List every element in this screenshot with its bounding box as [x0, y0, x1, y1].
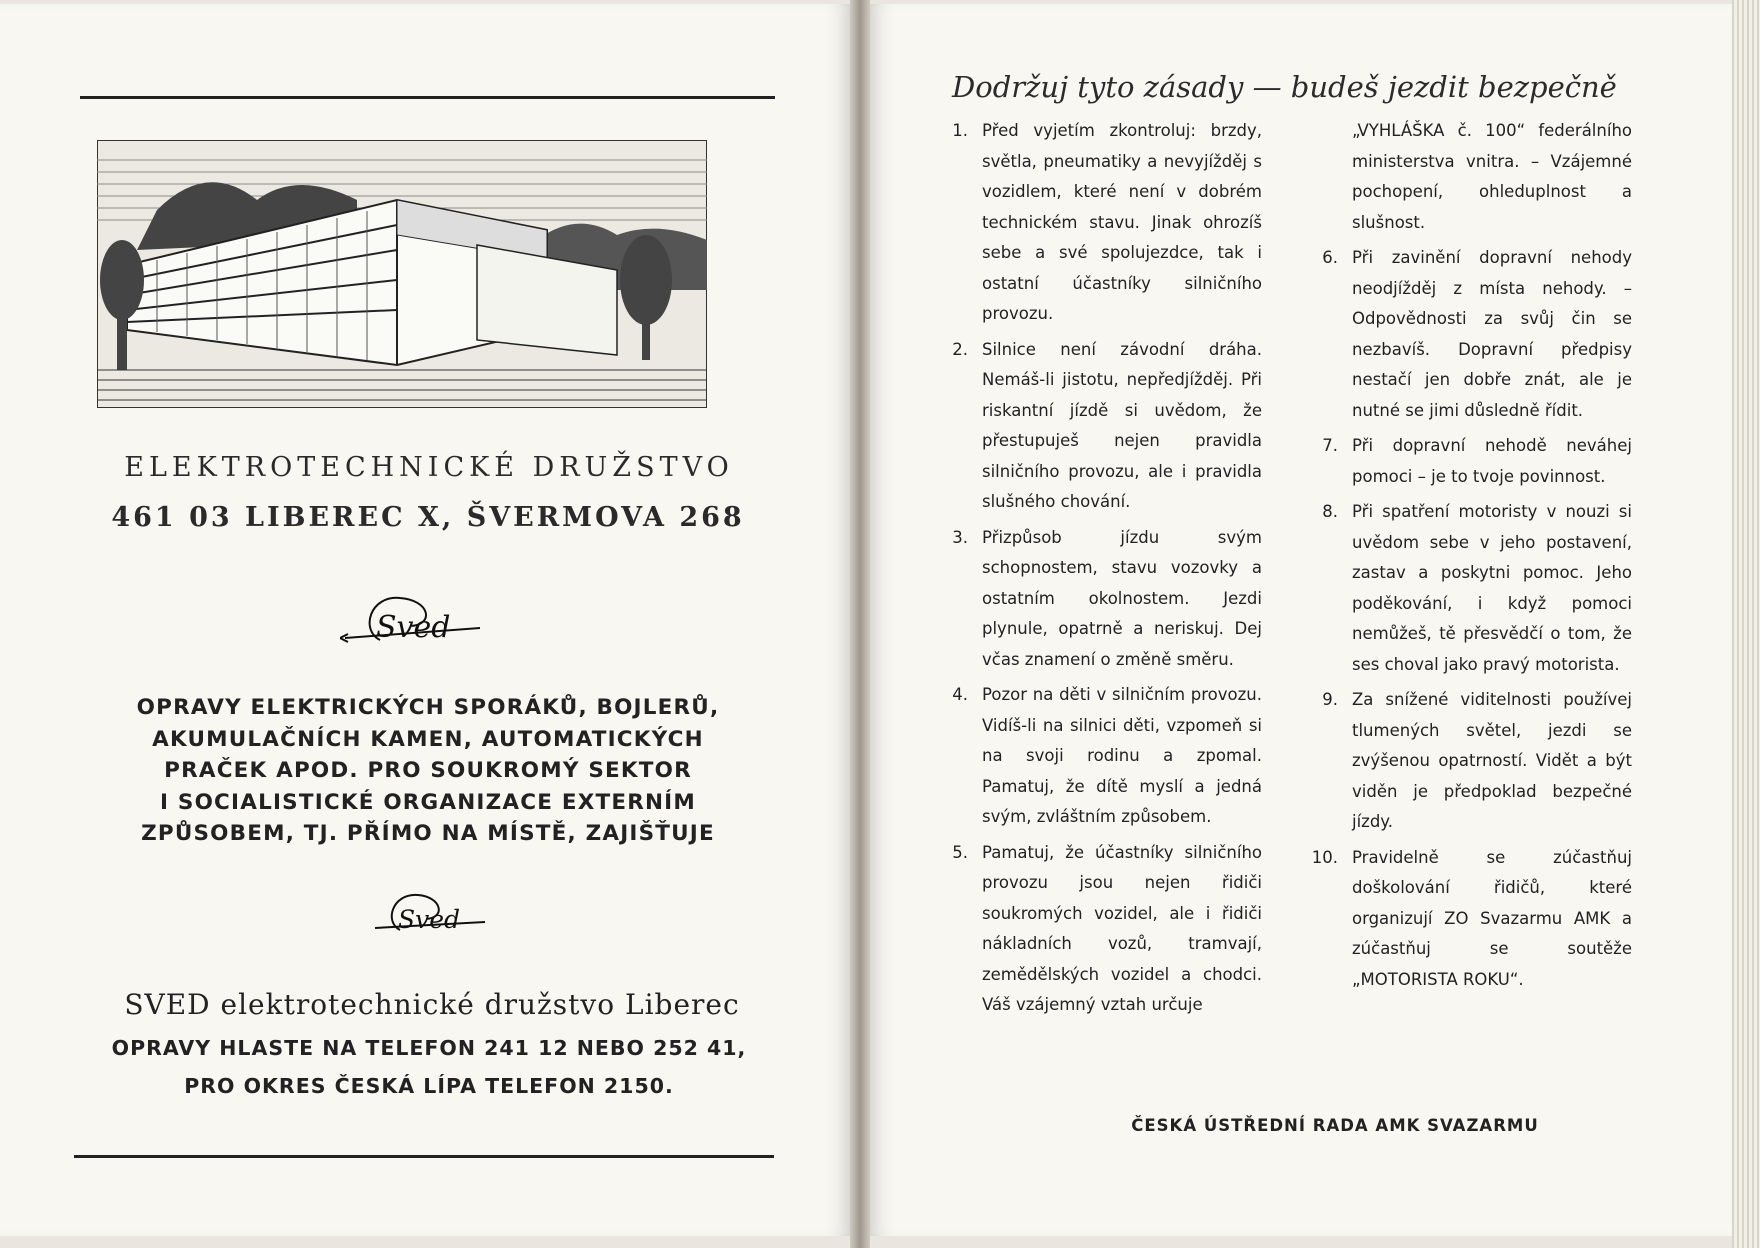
rule-text: Před vyjetím zkontroluj: brzdy, světla, pneumatiky a nevyjížděj s vozidlem, které není v dobrém technickém stavu. Jinak ohrozíš sebe a své spolujezdce, tak i ostatní účastníky silničního provozu.	[982, 121, 1262, 323]
rule-text: Pravidelně se zúčastňuj doškolování řidičů, které organizují ZO Svazarmu AMK a zúčastňuj se soutěže „MOTORISTA ROKU“.	[1352, 847, 1632, 989]
services-line: OPRAVY ELEKTRICKÝCH SPORÁKŮ, BOJLERŮ,	[136, 695, 720, 720]
rule-text: Při spatření motoristy v nouzi si uvědom sebe v jeho postavení, zastav a poskytni pomoc. Jeho poděkování, i když pomoci nemůžeš, tě přesvědčí o tom, že ses choval jako pravý motorista.	[1352, 502, 1632, 674]
rule-text: Při zavinění dopravní nehody neodjížděj z místa nehody. – Odpovědnosti za svůj čin se nezbavíš. Dopravní předpisy nestačí jen dobře znát, ale je nutné se jimi důsledně řídit.	[1352, 248, 1632, 420]
services-line: AKUMULAČNÍCH KAMEN, AUTOMATICKÝCH	[152, 726, 704, 752]
rule-item	[932, 838, 1262, 1021]
rule-item	[1302, 116, 1632, 238]
top-rule	[80, 96, 775, 99]
rule-item	[932, 335, 1262, 518]
phone-line: OPRAVY HLASTE NA TELEFON 241 12 NEBO 252 41,	[111, 1036, 747, 1060]
rule-item	[1302, 685, 1632, 838]
rule-number	[1302, 116, 1352, 238]
rule-item	[1302, 243, 1632, 426]
services-description	[98, 692, 758, 850]
services-line: PRAČEK APOD. PRO SOUKROMÝ SEKTOR	[164, 758, 692, 783]
rule-text: Silnice není závodní dráha. Nemáš-li jistotu, nepředjížděj. Při riskantní jízdě si uvědom, že přestupuješ nejen pravidla silničního provozu, ale i pravidla slušného chování.	[982, 339, 1262, 511]
book-gutter	[850, 0, 870, 1248]
rule-item	[932, 680, 1262, 833]
cooperative-name: ELEKTROTECHNICKÉ DRUŽSTVO	[124, 452, 734, 483]
cooperative-address: 461 03 LIBEREC X, ŠVERMOVA 268	[111, 502, 745, 533]
rule-item	[1302, 497, 1632, 680]
rule-item	[932, 116, 1262, 330]
rule-text: „VYHLÁŠKA č. 100“ federálního ministerstva vnitra. – Vzájemné pochopení, ohleduplnost a slušnost.	[1352, 121, 1632, 232]
bottom-rule	[74, 1155, 774, 1158]
rule-text: Při dopravní nehodě neváhej pomoci – je to tvoje povinnost.	[1352, 436, 1632, 486]
services-line: ZPŮSOBEM, TJ. PŘÍMO NA MÍSTĚ, ZAJIŠŤUJE	[141, 821, 715, 846]
rule-text: Pamatuj, že účastníky silničního provozu jsou nejen řidiči soukromých vozidel, ale i řidiči nákladních vozů, tramvají, zemědělských vozidel a chodci. Váš vzájemný vztah určuje	[982, 842, 1262, 1014]
rule-item	[1302, 431, 1632, 492]
rule-number: 5.	[952, 842, 968, 862]
rule-item	[1302, 843, 1632, 996]
rule-number: 7.	[1322, 436, 1338, 455]
rule-number: 8.	[1322, 502, 1338, 521]
rule-number: 1.	[952, 121, 968, 140]
sved-logo-text: Sved	[376, 610, 451, 645]
factory-building-illustration	[97, 140, 707, 408]
rule-number: 2.	[952, 339, 968, 359]
sved-logo-small-text: Sved	[398, 905, 461, 934]
company-name: SVED elektrotechnické družstvo Liberec	[124, 988, 740, 1021]
page-edges	[1732, 0, 1760, 1248]
rule-number: 4.	[952, 685, 968, 704]
rule-number: 3.	[952, 527, 968, 547]
rule-number: 9.	[1322, 690, 1338, 709]
rule-text: Přizpůsob jízdu svým schopnostem, stavu vozovky a ostatním okolnostem. Jezdi plynule, opatrně a neriskuj. Dej včas znamení o změně směru.	[982, 527, 1262, 669]
phone-line-cl: PRO OKRES ČESKÁ LÍPA TELEFON 2150.	[184, 1074, 674, 1098]
rule-number: 6.	[1322, 248, 1338, 267]
rules-column-left	[932, 116, 1262, 1026]
rules-column-right	[1302, 116, 1632, 1000]
sved-logo-small	[370, 888, 490, 940]
sved-logo	[340, 590, 490, 652]
rule-number: 10.	[1311, 847, 1338, 867]
page-heading: Dodržuj tyto zásady — budeš jezdit bezpečně	[952, 70, 1617, 104]
publisher-footer: ČESKÁ ÚSTŘEDNÍ RADA AMK SVAZARMU	[1131, 1116, 1539, 1135]
services-line: I SOCIALISTICKÉ ORGANIZACE EXTERNÍM	[160, 789, 696, 815]
rule-item	[932, 523, 1262, 676]
rule-text: Za snížené viditelnosti používej tlumených světel, jezdi se zvýšenou opatrností. Vidět a být viděn je předpoklad bezpečné jízdy.	[1352, 690, 1632, 831]
rule-text: Pozor na děti v silničním provozu. Vidíš-li na silnici děti, vzpomeň si na svoji rodinu a zpomal. Pamatuj, že dítě myslí a jedná svým, zvláštním způsobem.	[982, 685, 1262, 826]
